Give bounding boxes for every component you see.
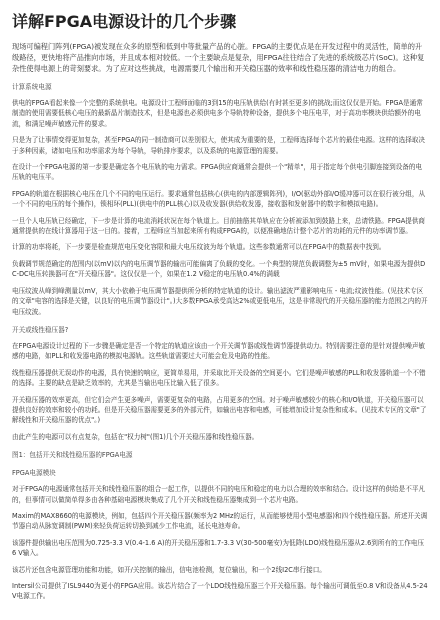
paragraph: 该器件提供输出电压范围为0.725-3.3 V(0.4-1.6 A)的开关稳压器和1.7-3.3 V(30-500毫安)为低降(LDO)线性稳压器从2.6到所有的工作电压6 V输入。 — [12, 538, 425, 558]
section-heading: 计算系统电源 — [12, 83, 52, 91]
paragraph: Intersil公司提供了ISL9440为更小的FPGA应用。该芯片结合了一个LDO线性稳压器三个开关稳压器。每个输出可调低至0.8 V和设备从4.5-24 V电源工作。 — [12, 582, 428, 601]
paragraph: 供电的FPGA看起来像一个完整的系统供电。电源设计工程师面临的3到15的电压轨供给(有时甚至更多)的挑战;而这仅仅是开始。FPGA是通常制造的使用需要低核心电压的最新晶片制造技术，但是电源也必须供电多个导轨特种设备，提供多个电压电平，对于高功率模块供给额外的电流，和满足噪声敏感元件的要求。 — [12, 99, 423, 128]
section-heading: 开关或线性稳压器? — [12, 325, 69, 334]
paragraph: 电压纹波从峰到峰测量以mV，其大小依赖于电压调节器提供所分析的特定轨道的设计。输出滤波严重影响电压 - 电流;纹波性能。(见技术专区的文章"电容的选择是关键，以良好的电压调节器设计"。)大多数FPGA承受高达2%或更低电压，这是非常现代的开关稳压器的能力范围之内的开电压纹波。 — [12, 286, 428, 316]
article-title: 详解FPGA电源设计的几个步骤 — [12, 12, 237, 31]
paragraph: 开关稳压器的效率更高，但它们会产生更多噪声，需要更复杂的电路，占用更多的空间。对于噪声敏感较少的核心和I/O轨道，开关稳压器可以提供良好的效率和较小的功耗。但是开关稳压器需要更多的外部元件，如输出电容和电感，可能增加设计复杂性和成本。(见技术专区的文章"了解线性和开关稳压器的优点"。) — [12, 395, 427, 425]
paragraph: 在FPGA电源设计过程的下一步骤是确定是否一个特定的轨道应该由一个开关调节器或线性调节器提供动力。特别需要注意的是针对提供噪声敏感的电路，如PLL和收发器电路的模拟电源轨。这些轨道需要过大可能会危及电路的性能。 — [12, 341, 426, 361]
article-body — [12, 41, 428, 602]
paragraph: 只是为了让事情变得更加复杂，甚至FPGA的同一制造商可以差别很大，使其成为重要的是，工程师选择每个芯片的最佳电源。这样的选择取决于多种因素，诸如电压和功率需求为每个导轨，导轨排序要求，以及系统的电源管理的需要。 — [12, 136, 426, 155]
paragraph: Maxim的MAX8660的电源模块，例如，包括四个开关稳压器(频率为2 MHz的运行，从而能够使用小型电感器)和四个线性稳压器。所述开关调节器自动从脉宽调制(PWM)来轻负荷运转切换到减少工作电流，延长电池寿命。 — [12, 511, 428, 531]
paragraph: 该芯片还包含电源管理功能和功能，如开/关控制的输出，信电池检测，复位输出，和一个2线I2C串行接口。 — [12, 565, 326, 574]
paragraph: 一旦个人电压轨已经确定，下一步是计算的电流消耗状况在每个轨道上。目前抽筋其单轨应在分析被添加到鼓路上来，总请铁路。FPGA提供商通常提供的在线计算器用于这一目的。接着，工程师应当加起来所有构成FPGA的，以便准确地估计整个芯片的功耗的元件的功率调节器。 — [12, 216, 426, 236]
paragraph: 对于FPGA的电源通常包括开关和线性稳压器的组合一起工作，以提供不同的电压和稳定的电力以合理的效率和结合。设计这样的供给是不平凡的，但事情可以做简单得多由各种基础电源模块集成了几个开关和线性稳压器集成到一个芯片电路。 — [12, 485, 426, 504]
section-heading: 图1：包括开关和线性稳压器的FPGA电源 — [12, 451, 133, 460]
paragraph: 在设计一个FPGA电源的第一步要是确定各个电压轨的电力需求。FPGA供应商通常会提供一个"精单"，用于指定每个供电引脚连接到设备的电压轨的电压平。 — [12, 163, 423, 182]
paragraph: FPGA的轨道在根据核心电压在几个不同的电压运行。要求通常包括核心(供电的内部逻辑阵列)，I/O(驱动外部I/O缓冲器可以在很行被分组，从一个不同的电压的每个操作)，锁相环(PLL)(供电中的PLL核心)以及收发器(供给收发器，接收器和发射器中的数字和模拟电路)。 — [12, 189, 426, 209]
section-heading: FPGA电源模块 — [12, 469, 56, 478]
paragraph: 由此产生的电源可以有点复杂，包括在"权力树"(图1)几个开关稳压器和线性稳压器。 — [12, 432, 259, 441]
paragraph: 线性稳压器提供无误动作的电源，具有快速的响应，更简单易用，并采取比开关设备的空间更小。它们是噪声敏感的PLL和收发器轨道一个不错的选择。主要的缺点是缺乏效率的，尤其是当输出电压比输入低了很多。 — [12, 368, 426, 388]
paragraph: 负载调节规范确定的范围内(以mV)以内的电压调节器的输出可能偏离了负载的变化。一个典型的规范负载调整为±5 mV时，如果电源为提供DC-DC电压转换器可在"开关稳压器"。这仅仅是一个，如果在1.2 V稳定的电压轨0.4%的满载 — [12, 259, 426, 279]
lead-paragraph: 现场可编程门阵列(FPGA)被发现在众多的原型和低到中等批量产品的心脏。FPGA的主要优点是在开发过程中的灵活性，简单的升级路径，更快地将产品推向市场，并且成本相对较低。一个主要缺点是复杂，用FPGA往往结合了先进的系统级芯片(SoC)。这种复杂性使得电源上的苛刻要求。为了应对这些挑战，电源需要几个输出和开关稳压器的效率和线性稳压器的清洁电力的组合。 — [12, 42, 425, 73]
paragraph: 计算的功率将耗，下一步要是检查规范电压变化容限和最大电压纹波为每个轨道。这些参数通常可以在FPGA中的数据表中找到。 — [12, 243, 386, 252]
